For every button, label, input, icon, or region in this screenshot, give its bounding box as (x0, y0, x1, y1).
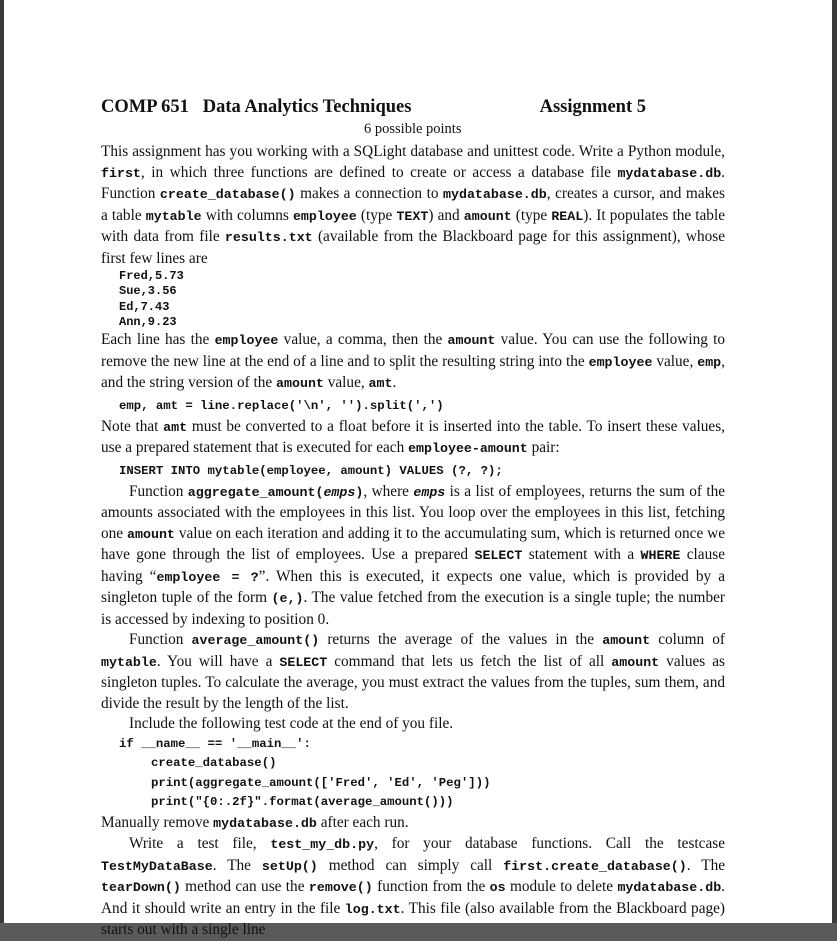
code-average-fn: average_amount() (191, 633, 320, 649)
code-log-file: log.txt (344, 901, 401, 917)
text: column of (650, 631, 726, 649)
text: Manually remove (101, 813, 214, 831)
code-line: print(aggregate_amount(['Fred', 'Ed', 'Peg'])) (151, 775, 491, 790)
code-dbfile: mydatabase.db (213, 815, 317, 831)
code-module: first (101, 165, 141, 181)
points-note: 6 possible points (364, 121, 462, 137)
code-amount: amount (611, 654, 660, 670)
text: . You will have a (156, 652, 280, 670)
paragraph-average (101, 630, 725, 714)
text: , for your database functions. Call the testcase (374, 835, 725, 853)
assignment-title: Assignment 5 (539, 97, 646, 117)
text: . This file (also available from the Blackboard page) starts out with a single line (101, 899, 726, 939)
code-amount: amount (276, 376, 324, 392)
paragraph-split (101, 330, 725, 395)
code-call: first.create_database() (503, 858, 687, 874)
code-col-amount: amount (463, 208, 512, 224)
text: . Function (101, 163, 725, 202)
split-code-line: emp, amt = line.replace('\n', '').split(',') (119, 398, 444, 413)
text: module to delete (505, 878, 618, 896)
code-table: mytable (101, 654, 157, 670)
code-dbfile: mydatabase.db (617, 165, 722, 181)
text: , where (363, 482, 414, 500)
code-amt-var: amt (163, 419, 188, 435)
text: pair: (527, 439, 560, 457)
text: ”. When this is executed, it expects one value, which is provided by a singleton tuple of the form (101, 567, 725, 607)
text: method can simply call (317, 856, 504, 874)
text: value, a comma, then the (278, 331, 448, 349)
code-col-employee: employee (292, 208, 357, 224)
code-dbfile: mydatabase.db (443, 187, 547, 202)
code-os: os (489, 880, 506, 896)
text: ). It populates the table with data from file (101, 206, 725, 245)
text: (type (511, 206, 552, 224)
code-test-file: test_my_db.py (270, 837, 375, 853)
code-results-file: results.txt (224, 230, 313, 245)
text: Note that (101, 417, 164, 435)
code-amount: amount (447, 333, 496, 349)
code-amount: amount (602, 633, 651, 649)
text: clause having “ (101, 546, 725, 585)
code-create-fn: create_database() (159, 187, 296, 202)
text: function from the (372, 878, 490, 896)
paragraph-include: Include the following test code at the end of you file. (129, 715, 454, 733)
paragraph-aggregate (101, 482, 725, 631)
data-line: Sue,3.56 (119, 284, 177, 299)
code-tuple: (e,) (271, 591, 304, 607)
code-emp-var: emp (697, 354, 722, 370)
code-employee: employee (214, 333, 279, 349)
insert-sql-line: INSERT INTO mytable(employee, amount) VALUES (?, ?); (119, 463, 503, 478)
code-where: WHERE (640, 548, 681, 564)
text: Each line has the (101, 331, 215, 349)
code-select: SELECT (279, 654, 328, 670)
text: after each run. (316, 813, 409, 831)
code-dbfile: mydatabase.db (617, 880, 722, 896)
data-line: Ann,9.23 (119, 314, 177, 329)
document-body (101, 142, 725, 941)
code-aggregate-fn: aggregate_amount( (187, 484, 324, 500)
text: ) and (428, 206, 464, 224)
data-line: Fred,5.73 (119, 269, 184, 283)
code-line: if __name__ == '__main__': (119, 736, 311, 751)
text: This assignment has you working with a SQLight database and unittest code. Write a Python module, (101, 143, 725, 160)
text: . And it should write an entry in the file (101, 878, 725, 917)
paragraph-remove (101, 813, 725, 835)
code-paren: ) (355, 484, 364, 500)
text: method can use the (180, 878, 309, 896)
header (101, 97, 646, 121)
code-employee: employee (588, 354, 653, 370)
window-edge-right (832, 0, 837, 923)
code-line: create_database() (151, 756, 277, 771)
code-arg: emps (323, 484, 356, 500)
text: , creates a cursor, and makes a table (101, 185, 725, 224)
code-arg: emps (413, 484, 446, 500)
text: (type (356, 206, 397, 224)
text: . (392, 374, 397, 392)
text: with columns (201, 206, 293, 224)
text: Function (129, 482, 188, 500)
code-condition: employee = ? (156, 569, 259, 585)
code-type-text: TEXT (396, 208, 429, 224)
code-line: print("{0:.2f}".format(average_amount())) (151, 795, 454, 810)
text: Function (129, 631, 192, 649)
document-page (4, 0, 832, 939)
course-title: COMP 651 Data Analytics Techniques (101, 97, 412, 117)
text: value on each iteration and adding it to the accumulating sum, which is returned once we have gone through the list of employees. Use a prepared (101, 524, 726, 564)
test-code-block (119, 735, 725, 813)
text: returns the average of the values in the (319, 631, 603, 649)
code-setup: setUp() (261, 858, 318, 874)
code-amount: amount (127, 526, 175, 542)
text: values as singleton tuples. To calculate the average, you must extract the values from the tuples, sum them, and divide the result by the length of the list. (101, 652, 725, 712)
data-sample (119, 269, 725, 330)
text: makes a connection to (295, 185, 444, 202)
code-select: SELECT (474, 548, 523, 564)
text: must be converted to a float before it is inserted into the table. To insert these values, use a prepared statement that is executed for each (101, 417, 726, 457)
code-amt-var: amt (368, 376, 393, 392)
text: value, (323, 374, 369, 392)
code-remove: remove() (308, 880, 373, 896)
text: , and the string version of the (101, 352, 725, 392)
text: . The (212, 856, 262, 874)
code-type-real: REAL (551, 208, 584, 224)
text: command that lets us fetch the list of all (327, 652, 612, 670)
text: . The value fetched from the execution is a single tuple; the number is accessed by indexing to position 0. (101, 589, 725, 628)
code-teardown: tearDown() (101, 880, 181, 896)
data-line: Ed,7.43 (119, 299, 170, 314)
text: (available from the Blackboard page for this assignment), whose first few lines are (101, 228, 726, 267)
code-testcase: TestMyDataBase (101, 858, 213, 874)
text: value, (652, 352, 698, 370)
text: , in which three functions are defined to create or access a database file (140, 163, 618, 181)
text: statement with a (522, 546, 641, 564)
text: Write a test file, (129, 835, 271, 853)
paragraph-test-file (101, 834, 725, 941)
text: value. You can use the following to remove the new line at the end of a line and to split the resulting string into the (101, 331, 726, 370)
code-pair: employee-amount (408, 441, 528, 457)
paragraph-note (101, 417, 725, 460)
text: . The (686, 856, 726, 874)
code-table: mytable (145, 208, 202, 224)
text: is a list of employees, returns the sum of the amounts associated with the employees in this list. You loop over the employees in this list, fetching one (101, 482, 726, 542)
intro-paragraph (101, 142, 725, 269)
